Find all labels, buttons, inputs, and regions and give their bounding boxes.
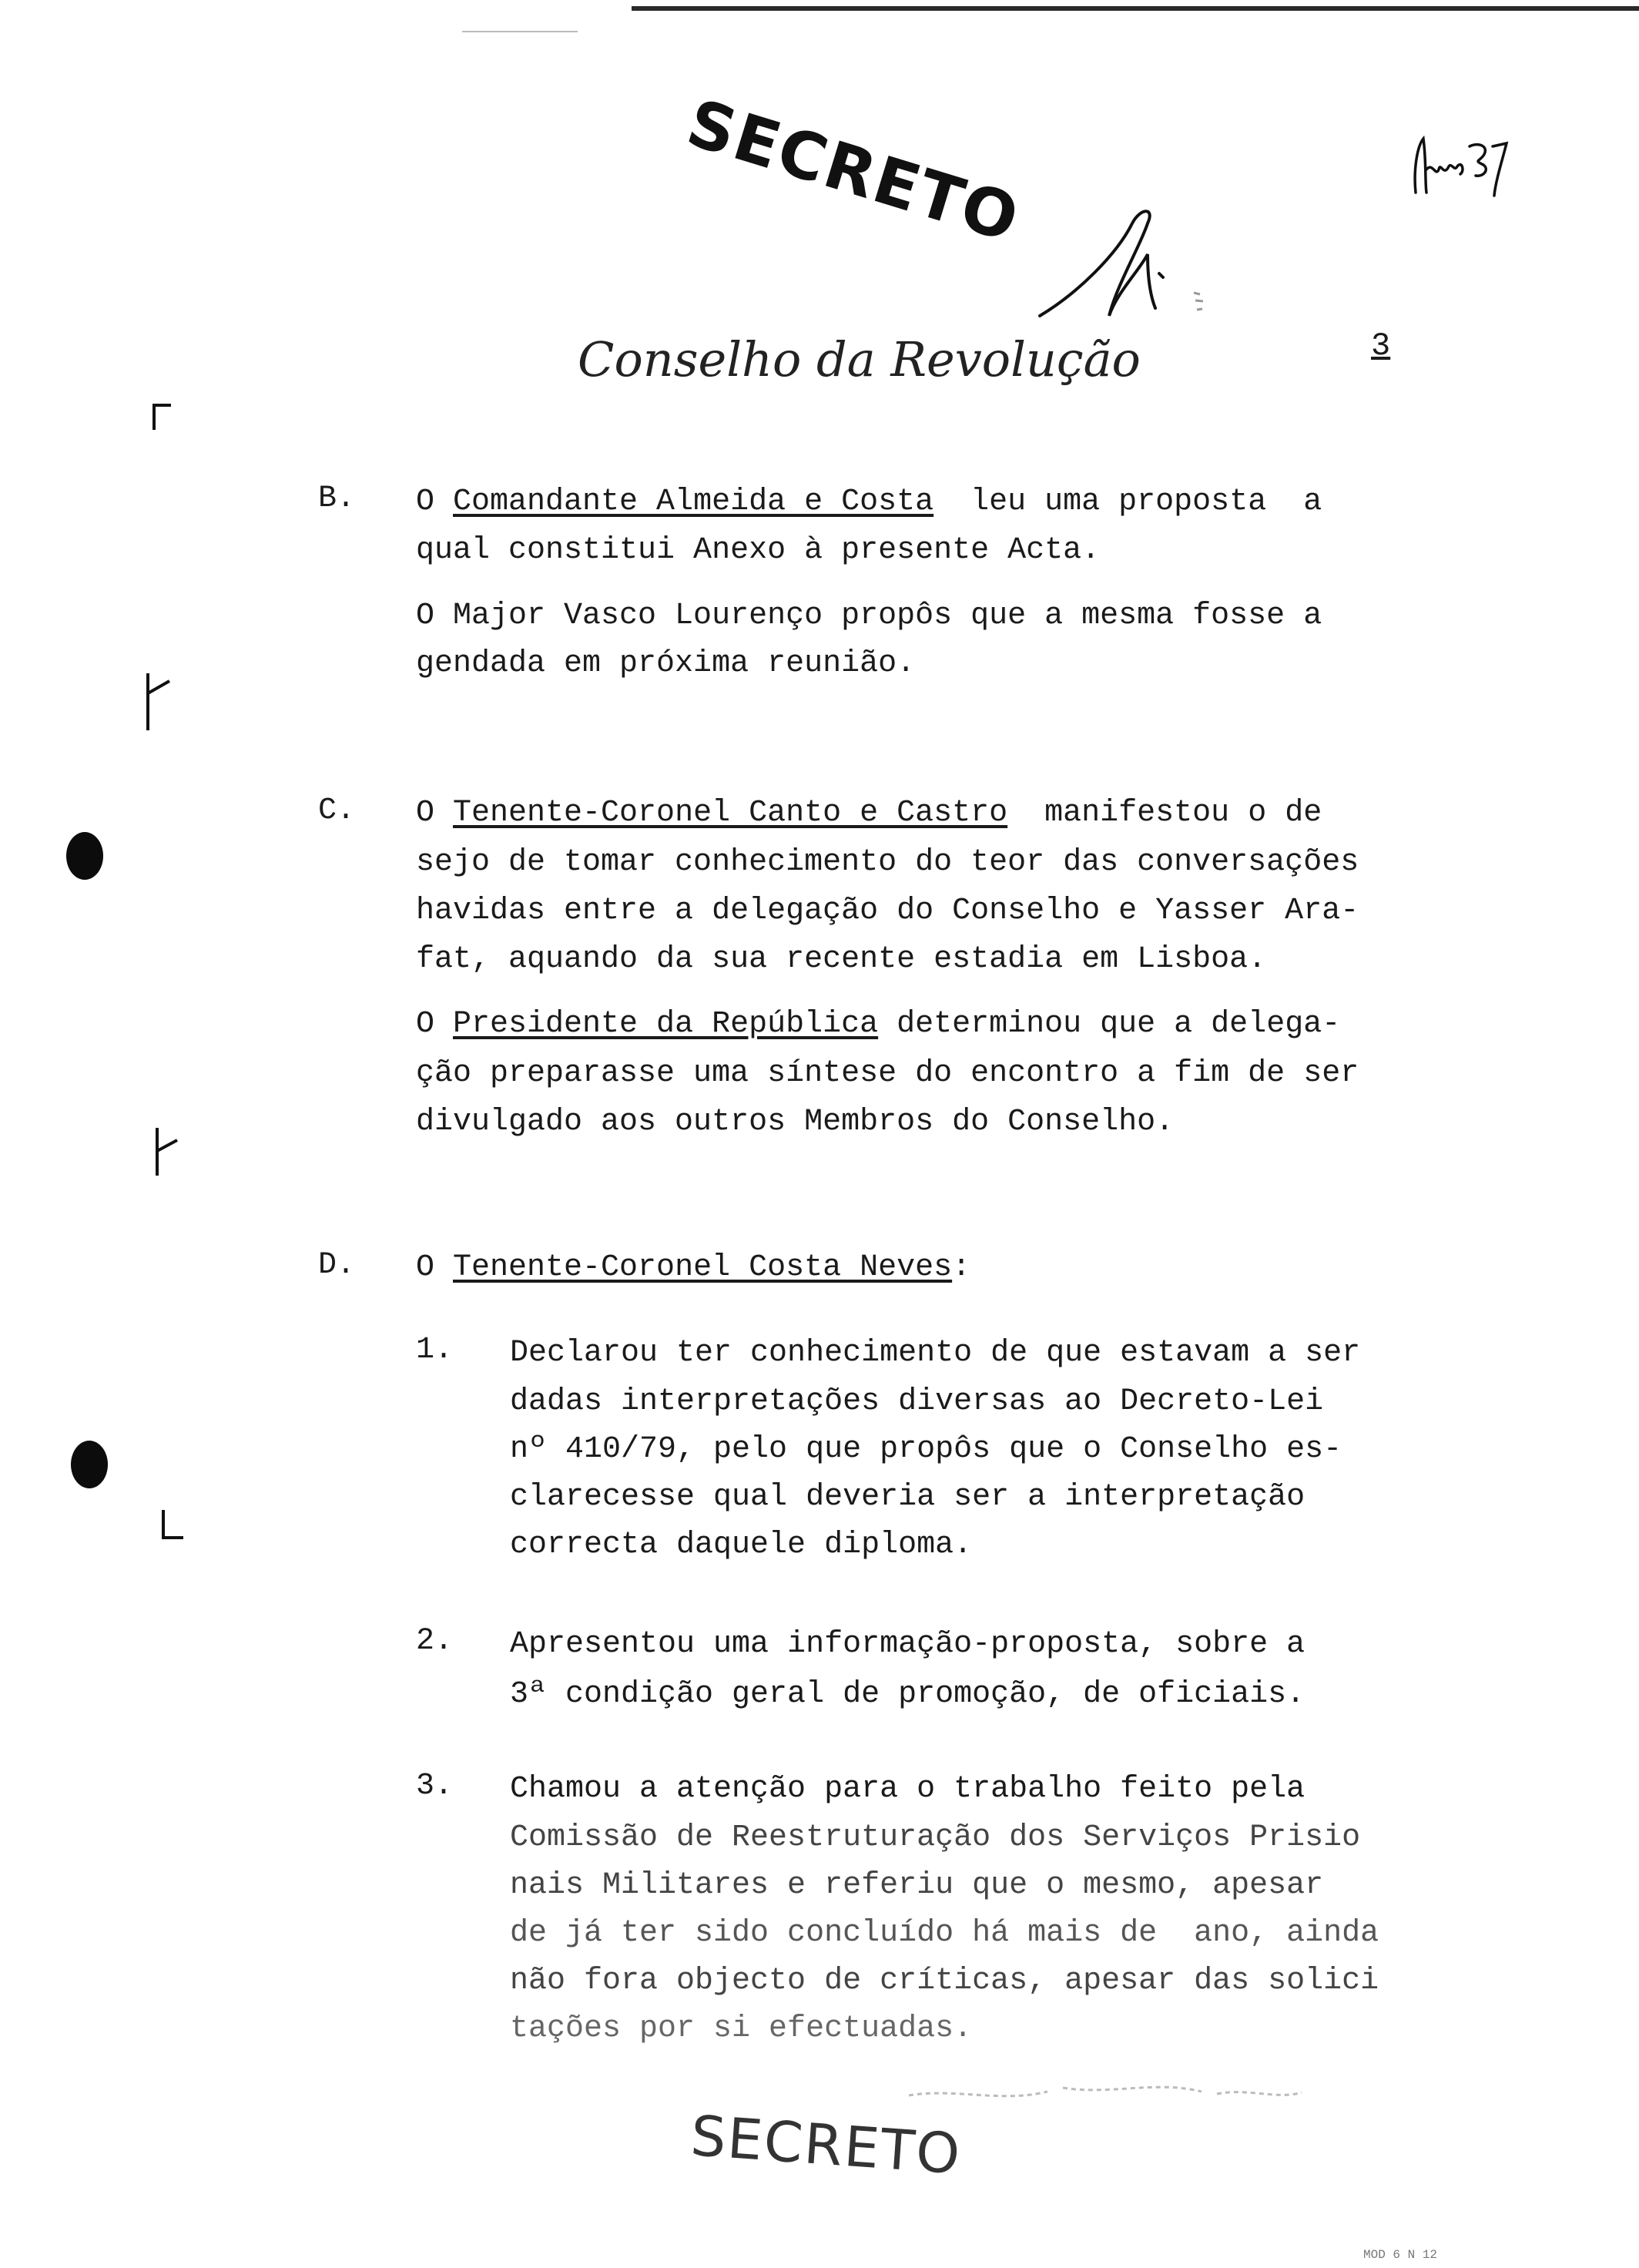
section-b-line-2: qual constitui Anexo à presente Acta. (416, 533, 1101, 568)
item-1-line-2: dadas interpretações diversas ao Decreto-Lei (510, 1384, 1324, 1419)
item-2-line-1: Apresentou uma informação-proposta, sobre a (510, 1627, 1306, 1662)
section-b-line-1: O Comandante Almeida e Costa leu uma proposta a (416, 485, 1322, 519)
item-3-line-3: nais Militares e referiu que o mesmo, apesar (510, 1868, 1324, 1903)
section-c-line-3: havidas entre a delegação do Conselho e Yasser Ara- (416, 894, 1359, 928)
signature (1032, 200, 1232, 331)
item-3-line-1: Chamou a atenção para o trabalho feito pela (510, 1772, 1306, 1807)
section-c-line-4: fat, aquando da sua recente estadia em Lisboa. (416, 942, 1267, 977)
punch-hole-top (66, 832, 103, 880)
section-letter-c: C. (318, 793, 356, 828)
item-1-line-1: Declarou ter conhecimento de que estavam a ser (510, 1336, 1361, 1371)
person-name: Presidente da República (453, 1007, 879, 1042)
margin-tick-mark-2 (153, 1125, 183, 1179)
margin-corner-mark-top (151, 401, 174, 431)
section-d-line-1: O Tenente-Coronel Costa Neves: (416, 1250, 971, 1285)
section-c-line-2: sejo de tomar conhecimento do teor das conversações (416, 845, 1359, 880)
section-b-line-4: gendada em próxima reunião. (416, 646, 916, 681)
section-b-line-3: O Major Vasco Lourenço propôs que a mesma fosse a (416, 599, 1322, 633)
item-number-1: 1. (416, 1333, 454, 1367)
person-name: Tenente-Coronel Costa Neves (453, 1250, 953, 1285)
item-number-2: 2. (416, 1624, 454, 1659)
secret-stamp-top: SECRETO (679, 85, 1028, 257)
margin-tick-mark-1 (143, 670, 174, 732)
item-3-line-2: Comissão de Reestruturação dos Serviços Prisio (510, 1820, 1361, 1855)
item-1-line-3: nº 410/79, pelo que propôs que o Conselho es- (510, 1432, 1342, 1467)
scan-mark (462, 31, 578, 32)
item-number-3: 3. (416, 1769, 454, 1803)
section-letter-d: D. (318, 1248, 356, 1283)
secret-stamp-bottom: SECRETO (689, 2103, 964, 2187)
item-2-line-2: 3ª condição geral de promoção, de oficiais. (510, 1677, 1306, 1712)
section-letter-b: B. (318, 481, 356, 516)
item-3-line-5: não fora objecto de críticas, apesar das solici (510, 1964, 1379, 1998)
scan-edge-line (632, 6, 1639, 11)
person-name: Comandante Almeida e Costa (453, 485, 934, 519)
item-3-line-6: tações por si efectuadas. (510, 2011, 973, 2046)
punch-hole-bottom (71, 1441, 108, 1488)
section-c-line-1: O Tenente-Coronel Canto e Castro manifestou o de (416, 796, 1322, 830)
scan-noise (909, 2065, 1309, 2126)
footer-form-code: MOD 6 N 12 (1363, 2248, 1438, 2262)
person-name: Tenente-Coronel Canto e Castro (453, 796, 1008, 830)
item-1-line-5: correcta daquele diploma. (510, 1528, 973, 1562)
item-3-line-4: de já ter sido concluído há mais de ano, ainda (510, 1916, 1379, 1951)
section-c-line-5: O Presidente da República determinou que a delega- (416, 1007, 1341, 1042)
page-number: 3 (1371, 327, 1391, 364)
item-1-line-4: clarecesse qual deveria ser a interpretação (510, 1480, 1306, 1515)
section-c-line-6: ção preparasse uma síntese do encontro a fim de ser (416, 1056, 1359, 1091)
letterhead-title: Conselho da Revolução (578, 331, 1141, 388)
section-c-line-7: divulgado aos outros Membros do Conselho. (416, 1105, 1175, 1139)
handwritten-initials (1409, 116, 1510, 208)
margin-corner-mark-bottom (160, 1508, 186, 1542)
